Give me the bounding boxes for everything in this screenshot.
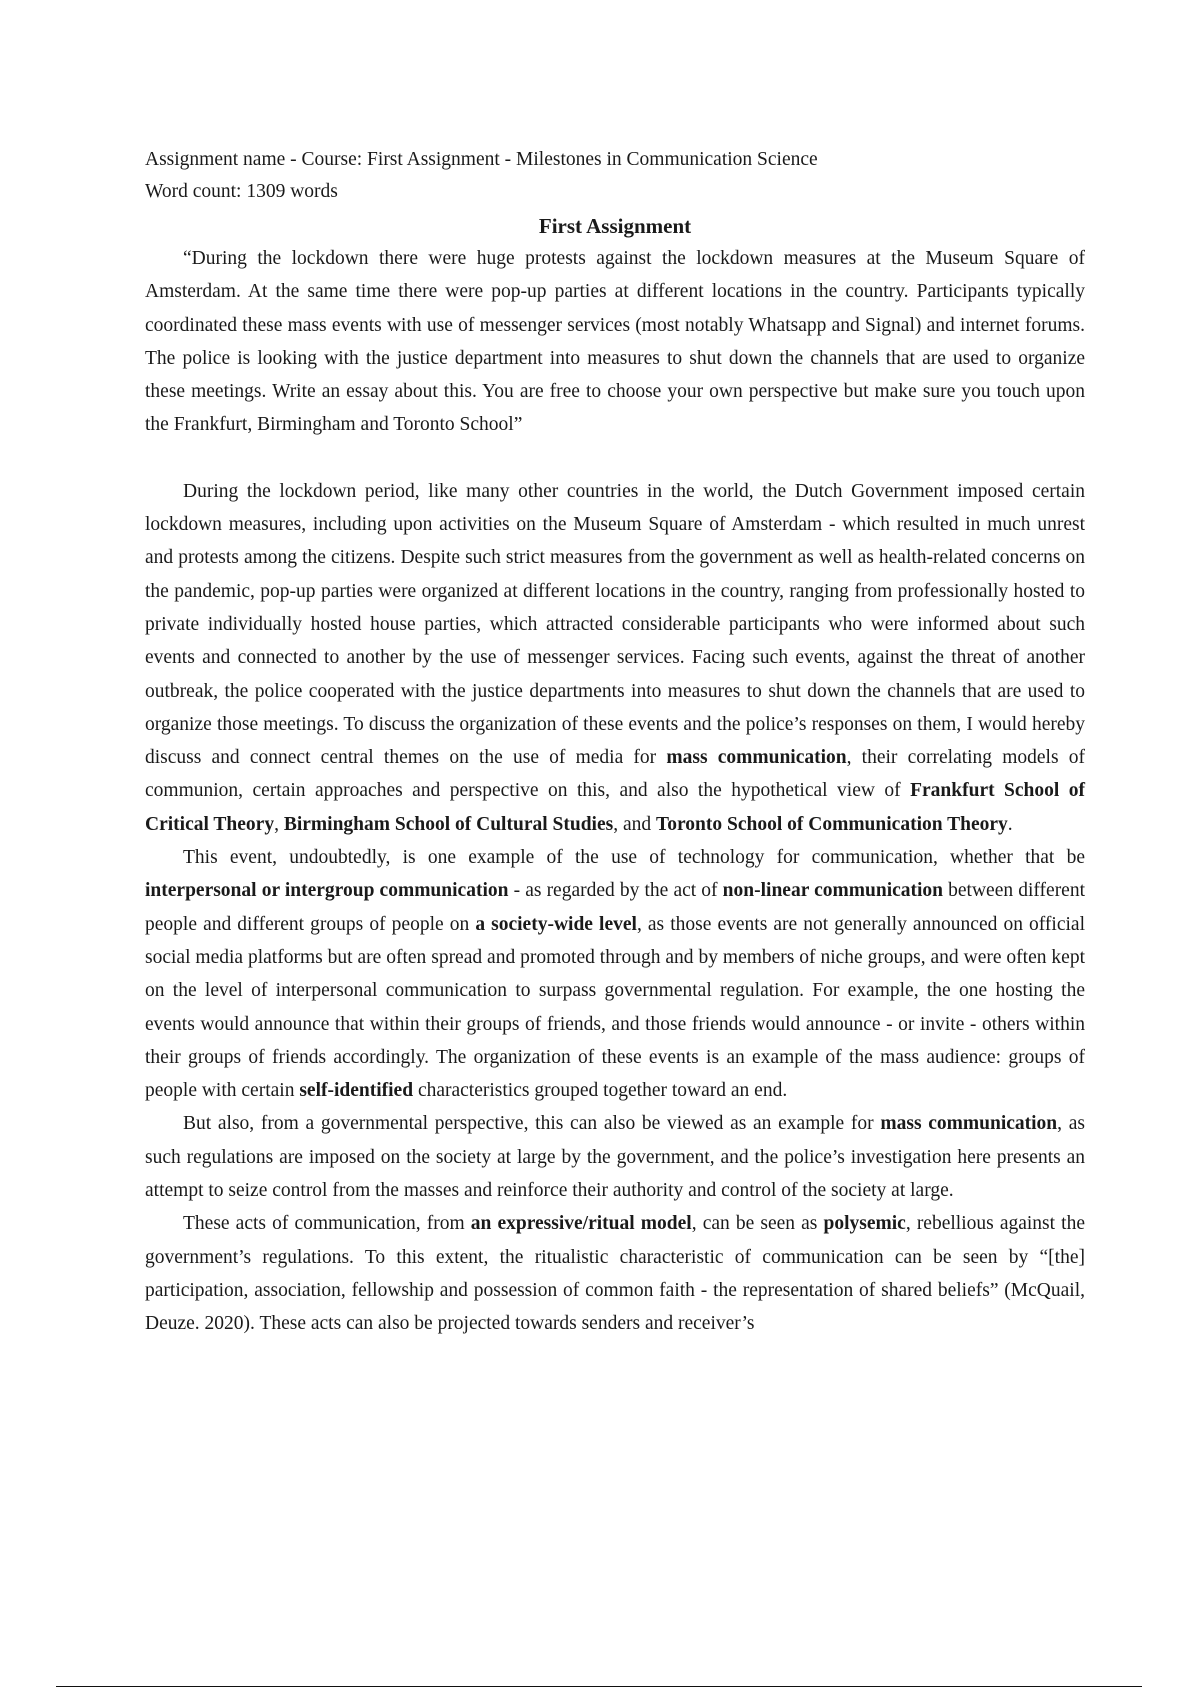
page-bottom-rule (56, 1686, 1142, 1687)
essay-paragraph-2 (145, 841, 1085, 1107)
bold-term: polysemic (823, 1213, 906, 1235)
paragraph-text: , their correlating models of communion, certain approaches and perspective on this, and also the hypothetical view of (145, 747, 1085, 802)
bold-term: mass communication (666, 747, 847, 769)
essay-paragraph-3 (145, 1107, 1085, 1207)
bold-term: mass communication (880, 1113, 1058, 1135)
document-title: First Assignment (538, 214, 692, 238)
bold-term: an expressive/ritual model (470, 1213, 692, 1235)
essay-paragraph-1 (145, 475, 1085, 841)
assignment-prompt: “During the lockdown there were huge protests against the lockdown measures at the Museum Square of Amsterdam. At the same time there were pop-up parties at different locations in the country. Participants typically coordinated these mass events with use of messenger services (most notably Whatsapp and Signal) and internet forums. The police is looking with the justice department into measures to shut down the channels that are used to organize these meetings. Write an essay about this. You are free to choose your own perspective but make sure you touch upon the Frankfurt, Birmingham and Toronto School” (145, 248, 1085, 436)
paragraph-text: characteristics grouped together toward an end. (413, 1080, 788, 1102)
paragraph-text: - as regarded by the act of (508, 880, 723, 902)
bold-term: a society-wide level (475, 913, 637, 935)
paragraph-text: But also, from a governmental perspective, this can also be viewed as an example for (183, 1113, 881, 1135)
essay-paragraph-4 (145, 1207, 1085, 1340)
paragraph-text: between different people and different groups of people on (145, 880, 1086, 935)
bold-term: Birmingham School of Cultural Studies (283, 813, 614, 835)
paragraph-text: . (1007, 813, 1013, 835)
assignment-name-line: Assignment name - Course: First Assignment - Milestones in Communication Science (145, 149, 818, 170)
bold-term: self-identified (299, 1080, 414, 1102)
paragraph-text: , as such regulations are imposed on the society at large by the government, and the police’s investigation here presents an attempt to seize control from the masses and reinforce their authority and control of the society at large. (145, 1113, 1085, 1202)
paragraph-text: , rebellious against the government’s regulations. To this extent, the ritualistic characteristic of communication can be seen by “[the] participation, association, fellowship and possession of common faith - the representation of shared beliefs” (McQuail, Deuze. 2020). These acts can also be projected towards senders and receiver’s (145, 1213, 1085, 1335)
word-count-line: Word count: 1309 words (145, 181, 338, 202)
bold-term: non-linear communication (722, 880, 944, 902)
paragraph-text: During the lockdown period, like many other countries in the world, the Dutch Government imposed certain lockdown measures, including upon activities on the Museum Square of Amsterdam - which resulted in much unrest and protests among the citizens. Despite such strict measures from the government as well as health-related concerns on the pandemic, pop-up parties were organized at different locations in the country, ranging from professionally hosted to private individually hosted house parties, which attracted considerable participants who were informed about such events and connected to another by the use of messenger services. Facing such events, against the threat of another outbreak, the police cooperated with the justice departments into measures to shut down the channels that are used to organize those meetings. To discuss the organization of these events and the police’s responses on them, I would hereby discuss and connect central themes on the use of media for (145, 480, 1085, 769)
bold-term: Toronto School of Communication Theory (656, 813, 1008, 835)
bold-term: interpersonal or intergroup communication (145, 880, 509, 902)
bold-term: Frankfurt School of Critical Theory (145, 780, 1085, 835)
document-page (145, 144, 1085, 1341)
paragraph-text: , can be seen as (691, 1213, 824, 1235)
paragraph-text: , and (613, 813, 656, 835)
paragraph-text: These acts of communication, from (183, 1213, 471, 1235)
paragraph-text: , (274, 813, 284, 835)
paragraph-text: , as those events are not generally announced on official social media platforms but are often spread and promoted through and by members of niche groups, and were often kept on the level of interpersonal communication to surpass governmental regulation. For example, the one hosting the events would announce that within their groups of friends, and those friends would announce - or invite - others within their groups of friends accordingly. The organization of these events is an example of the mass audience: groups of people with certain (145, 913, 1085, 1102)
paragraph-text: This event, undoubtedly, is one example of the use of technology for communication, whether that be (183, 847, 1085, 869)
